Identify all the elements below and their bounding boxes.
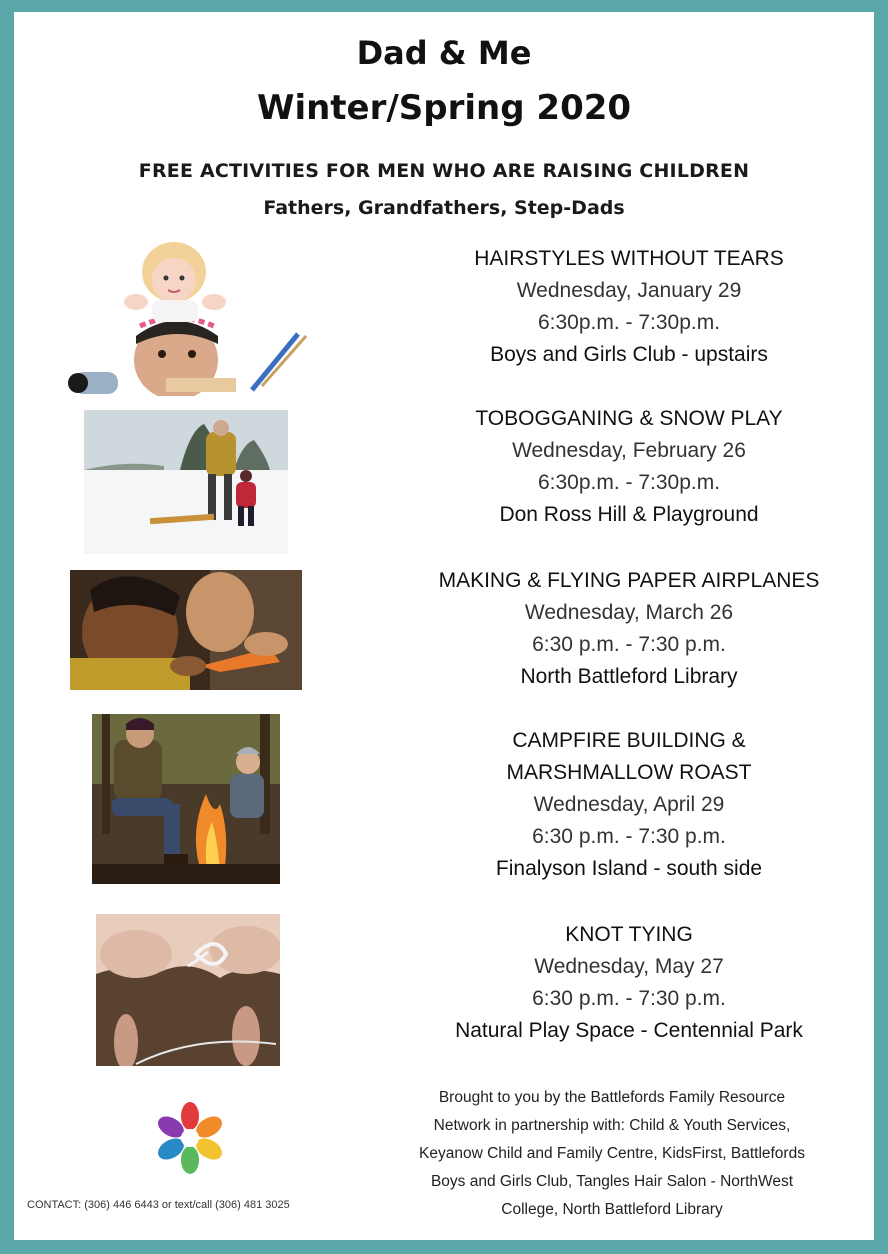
event-date: Wednesday, April 29 [533, 793, 725, 816]
poster-title: Dad & Me [356, 34, 532, 72]
tobogganing-photo [84, 410, 288, 554]
event-date: Wednesday, March 26 [524, 601, 734, 624]
event-time: 6:30p.m. - 7:30p.m. [537, 311, 721, 334]
event-title: TOBOGGANING & SNOW PLAY [475, 407, 783, 430]
event-title-line2: MARSHMALLOW ROAST [506, 761, 752, 784]
tagline: FREE ACTIVITIES FOR MEN WHO ARE RAISING CHILDREN [138, 160, 750, 182]
credit-line: Network in partnership with: Child & Youth Services, [433, 1117, 791, 1134]
event-tobogganing [394, 403, 864, 531]
event-location: Don Ross Hill & Playground [499, 503, 759, 526]
event-location: Boys and Girls Club - upstairs [490, 343, 768, 366]
credit-line: Keyanow Child and Family Centre, KidsFirst, Battlefords [419, 1145, 805, 1162]
organization-logo [150, 1098, 230, 1178]
event-location: North Battleford Library [520, 665, 738, 688]
hairstyles-photo [66, 240, 310, 396]
campfire-photo [92, 714, 280, 884]
event-time: 6:30 p.m. - 7:30 p.m. [532, 987, 726, 1010]
event-time: 6:30p.m. - 7:30p.m. [537, 471, 721, 494]
credit-line: Boys and Girls Club, Tangles Hair Salon - NorthWest [430, 1173, 794, 1190]
event-title: HAIRSTYLES WITHOUT TEARS [474, 247, 784, 270]
event-knot-tying [394, 919, 864, 1047]
event-campfire [394, 725, 864, 885]
event-time: 6:30 p.m. - 7:30 p.m. [532, 633, 726, 656]
event-location: Finalyson Island - south side [495, 857, 763, 880]
partners-credit [360, 1084, 864, 1224]
poster-subtitle: Winter/Spring 2020 [256, 88, 632, 128]
event-title-line1: CAMPFIRE BUILDING & [512, 729, 746, 752]
contact-info: CONTACT: (306) 446 6443 or text/call (306) 481 3025 [27, 1199, 290, 1211]
event-title: MAKING & FLYING PAPER AIRPLANES [438, 569, 820, 592]
credit-line: College, North Battleford Library [501, 1201, 723, 1218]
event-date: Wednesday, May 27 [534, 955, 724, 978]
event-time: 6:30 p.m. - 7:30 p.m. [532, 825, 726, 848]
event-date: Wednesday, January 29 [516, 279, 742, 302]
event-title: KNOT TYING [565, 923, 693, 946]
audience-line: Fathers, Grandfathers, Step-Dads [263, 197, 625, 219]
knot-tying-photo [96, 914, 280, 1066]
event-date: Wednesday, February 26 [512, 439, 746, 462]
event-paper-airplanes [394, 565, 864, 693]
credit-line: Brought to you by the Battlefords Family Resource [438, 1089, 786, 1106]
event-hairstyles [394, 243, 864, 371]
event-location: Natural Play Space - Centennial Park [455, 1019, 803, 1042]
paper-airplanes-photo [70, 570, 302, 690]
